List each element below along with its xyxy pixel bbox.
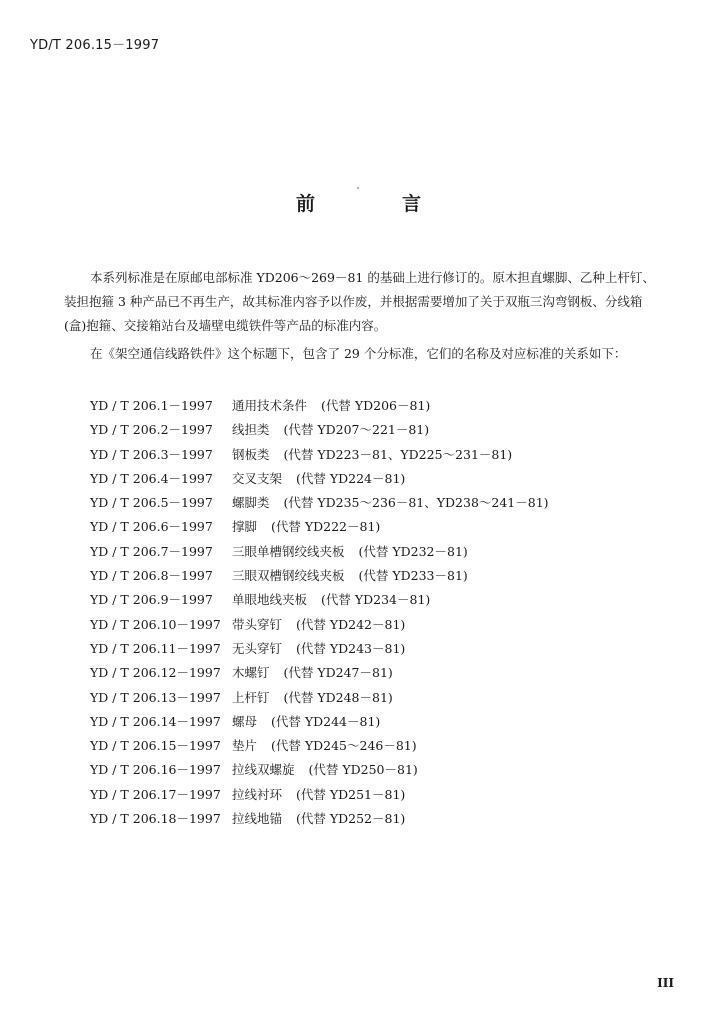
standard-name: 单眼地线夹板: [232, 592, 308, 608]
standard-name: 拉线地锚: [232, 811, 283, 827]
list-item: [90, 491, 650, 515]
standard-code: YD / T 206.9－1997: [90, 592, 213, 608]
replaces-text: (代替 YD222－81): [271, 519, 381, 535]
title-char-2: 言: [402, 193, 422, 215]
standard-name: 线担类: [232, 422, 270, 438]
standard-code: YD / T 206.2－1997: [90, 422, 213, 438]
intro-paragraph: 本系列标准是在原邮电部标准 YD206～269－81 的基础上进行修订的。原木担直螺脚、乙种上杆钉、装担抱箍 3 种产品已不再生产，故其标准内容予以作废，并根据需要增加了关于双瓶三沟弯钢板、分线箱(盒)抱箍、交接箱站台及墙壁电缆铁件等产品的标准内容。: [64, 270, 655, 333]
replaces-text: (代替 YD252－81): [296, 811, 406, 827]
standard-code: YD / T 206.13－1997: [90, 689, 221, 705]
standard-name: 钢板类: [232, 446, 270, 462]
standard-code: YD / T 206.5－1997: [90, 495, 213, 511]
list-item: [90, 783, 650, 807]
standard-code: YD / T 206.16－1997: [90, 762, 221, 778]
list-item: [90, 613, 650, 637]
replaces-text: (代替 YD207～221－81): [283, 422, 430, 438]
document-code: YD/T 206.15－1997: [30, 38, 160, 53]
replaces-text: (代替 YD235～236－81、YD238～241－81): [283, 495, 549, 511]
standards-list: [90, 394, 650, 831]
list-item: [90, 758, 650, 782]
page-number: III: [657, 976, 674, 990]
standard-code: YD / T 206.14－1997: [90, 713, 221, 729]
standard-code: YD / T 206.12－1997: [90, 665, 221, 681]
list-item: [90, 588, 650, 612]
list-item: [90, 467, 650, 491]
standard-code: YD / T 206.17－1997: [90, 786, 221, 802]
standard-name: 螺脚类: [232, 495, 270, 511]
standard-name: 交叉支架: [232, 470, 283, 486]
list-item: [90, 564, 650, 588]
standard-code: YD / T 206.6－1997: [90, 519, 213, 535]
list-item: [90, 710, 650, 734]
replaces-text: (代替 YD232－81): [358, 543, 468, 559]
standard-code: YD / T 206.7－1997: [90, 543, 213, 559]
replaces-text: (代替 YD244－81): [271, 713, 381, 729]
replaces-text: (代替 YD206－81): [321, 398, 431, 413]
standard-name: 通用技术条件: [232, 398, 308, 413]
standard-code: YD / T 206.18－1997: [90, 811, 221, 827]
standard-name: 带头穿钉: [232, 616, 283, 632]
list-item: [90, 515, 650, 539]
replaces-text: (代替 YD250－81): [308, 762, 418, 778]
standard-name: 拉线双螺旋: [232, 762, 295, 778]
replaces-text: (代替 YD245～246－81): [271, 738, 417, 754]
list-item: [90, 807, 650, 831]
standard-code: YD / T 206.10－1997: [90, 616, 221, 632]
standard-code: YD / T 206.8－1997: [90, 568, 213, 584]
standard-name: 撑脚: [232, 519, 258, 535]
relation-paragraph: 在《架空通信线路铁件》这个标题下，包含了 29 个分标准，它们的名称及对应标准的关系如下：: [90, 346, 627, 361]
replaces-text: (代替 YD243－81): [296, 640, 406, 656]
standard-code: YD / T 206.11－1997: [90, 640, 221, 656]
list-item: [90, 394, 650, 418]
list-item: [90, 734, 650, 758]
standard-name: 无头穿钉: [232, 640, 283, 656]
list-item: [90, 686, 650, 710]
list-item: [90, 540, 650, 564]
replaces-text: (代替 YD247－81): [283, 665, 393, 681]
title-char-1: 前: [296, 193, 316, 215]
replaces-text: (代替 YD223－81、YD225～231－81): [283, 446, 513, 462]
replaces-text: (代替 YD251－81): [296, 786, 406, 802]
standard-name: 木螺钉: [232, 665, 270, 681]
replaces-text: (代替 YD248－81): [283, 689, 393, 705]
standard-name: 三眼双槽钢绞线夹板: [232, 568, 345, 584]
standard-code: YD / T 206.15－1997: [90, 738, 221, 754]
replaces-text: (代替 YD233－81): [358, 568, 468, 584]
replaces-text: (代替 YD234－81): [321, 592, 431, 608]
scan-speck: [357, 187, 359, 189]
replaces-text: (代替 YD224－81): [296, 470, 406, 486]
standard-name: 垫片: [232, 738, 258, 754]
standard-name: 三眼单槽钢绞线夹板: [232, 543, 345, 559]
standard-name: 上杆钉: [232, 689, 270, 705]
replaces-text: (代替 YD242－81): [296, 616, 406, 632]
standard-code: YD / T 206.1－1997: [90, 398, 213, 413]
standard-code: YD / T 206.3－1997: [90, 446, 213, 462]
standard-name: 拉线衬环: [232, 786, 283, 802]
list-item: [90, 661, 650, 685]
list-item: [90, 443, 650, 467]
standard-name: 螺母: [232, 713, 258, 729]
list-item: [90, 637, 650, 661]
standard-code: YD / T 206.4－1997: [90, 470, 213, 486]
list-item: [90, 418, 650, 442]
